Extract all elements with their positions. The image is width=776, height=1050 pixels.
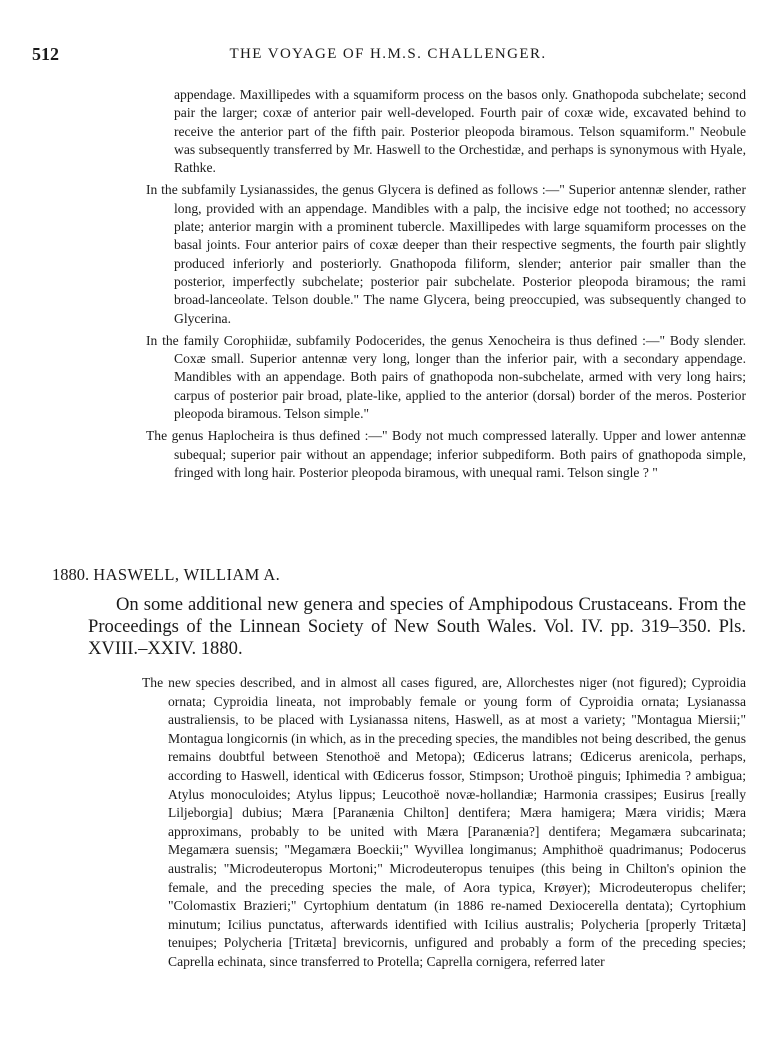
page-header: [32, 44, 744, 68]
entry-title-text: On some additional new genera and species of Amphipodous Crustaceans. From the Proceedings of the Linnean Society of New South Wales. Vol. IV. pp. 319–350. Pls. XVIII.–XXIV. 1880.: [88, 594, 746, 659]
entry-author: HASWELL, WILLIAM A.: [93, 565, 281, 584]
paragraph-neobule: appendage. Maxillipedes with a squamiform process on the basos only. Gnathopoda subchelate; second pair the larger; coxæ of anterior pair well-developed. Fourth pair of coxæ wide, excavated behind to receive the anterior part of the fifth pair. Posterior pleopoda biramous. Telson squamiform." Neobule was subsequently transferred by Mr. Haswell to the Orchestidæ, and perhaps is synonymous with Hyale, Rathke.: [174, 87, 746, 176]
bibliography-entry-abstract: [142, 674, 746, 972]
bibliography-entry-title: [88, 594, 746, 660]
paragraph-glycera: In the subfamily Lysianassides, the genus Glycera is defined as follows :—" Superior antennæ slender, rather long, provided with an appendage. Mandibles with a palp, the incisive edge not toothed; no accessory plate; anterior margin with a prominent tubercle. Maxillipedes with large squamiform processes on the basal joints. Four anterior pairs of coxæ deeper than their respective segments, the fourth pair slightly produced inferiorly and posteriorly. Gnathopoda filiform, slender; anterior pair smaller than the posterior, imperfectly subchelate; posterior pair subchelate. Posterior pleopoda biramous; the rami broad-lanceolate. Telson double." The name Glycera, being preoccupied, was subsequently changed to Glycerina.: [146, 182, 746, 326]
abstract-text: The new species described, and in almost all cases figured, are, Allorchestes niger (not figured); Cyproidia ornata; Cyproidia lineata, not improbably female or young form of Cyproidia ornata; Lysianassa australiensis, to be placed with Lysianassa nitens, Haswell, as at most a variety; "Montagua Miersii;" Montagua longicornis (in which, as in the preceding species, the mandibles not being described, the genus remains doubtful between Stenothoë and Metopa); Œdicerus latrans; Œdicerus arenicola, perhaps, according to Haswell, identical with Œdicerus fossor, Stimpson; Urothoë pinguis; Iphimedia ? ambigua; Atylus monoculoides; Atylus lippus; Leucothoë novæ-hollandiæ; Harmonia crassipes; Eusirus [really Liljeborgia] dubius; Mæra [Paranænia Chilton] dentifera; Mæra hamigera; Mæra viridis; Mæra approximans, probably to be united with Mæra [Paranænia?] dentifera; Megamæra subcarinata; Megamæra suensis; "Megamæra Boeckii;" Wyvillea longimanus; Amphithoë quadrimanus; Podocerus australis; "Microdeuteropus Mortoni;" Microdeuteropus tenuipes (this being in Chilton's opinion the female, and the preceding species the male, of Aora typica, Krøyer); Microdeuteropus chelifer; "Colomastix Brazieri;" Cyrtophium dentatum (in 1886 re-named Dexiocerella dentata); Cyrtophium minutum; Icilius punctatus, afterwards identified with Icilius australis; Polycheria [properly Tritæta] tenuipes; Polycheria [Tritæta] brevicornis, unfigured and probably a form of the preceding species; Caprella echinata, since transferred to Protella; Caprella cornigera, referred later: [142, 675, 746, 969]
quoted-definitions: [146, 86, 746, 486]
running-title: THE VOYAGE OF H.M.S. CHALLENGER.: [229, 46, 547, 62]
entry-year: 1880.: [52, 565, 90, 584]
bibliography-entry-heading: [52, 565, 280, 585]
paragraph-xenocheira: In the family Corophiidæ, subfamily Podocerides, the genus Xenocheira is thus defined :—" Body slender. Coxæ small. Superior antennæ very long, longer than the inferior pair, with a secondary appendage. Mandibles with an appendage. Both pairs of gnathopoda non-subchelate, armed with very long hairs; carpus of posterior pair broad, plate-like, applied to the anterior (dorsal) border of the meros. Posterior pleopoda biramous. Telson simple.": [146, 332, 746, 422]
paragraph-haplocheira: The genus Haplocheira is thus defined :—" Body not much compressed laterally. Upper and lower antennæ subequal; superior pair without an appendage; inferior subpediform. Both pairs of gnathopoda simple, fringed with long hair. Posterior pleopoda biramous, with unequal rami. Telson single ? ": [146, 428, 746, 480]
page-number: 512: [32, 44, 59, 64]
